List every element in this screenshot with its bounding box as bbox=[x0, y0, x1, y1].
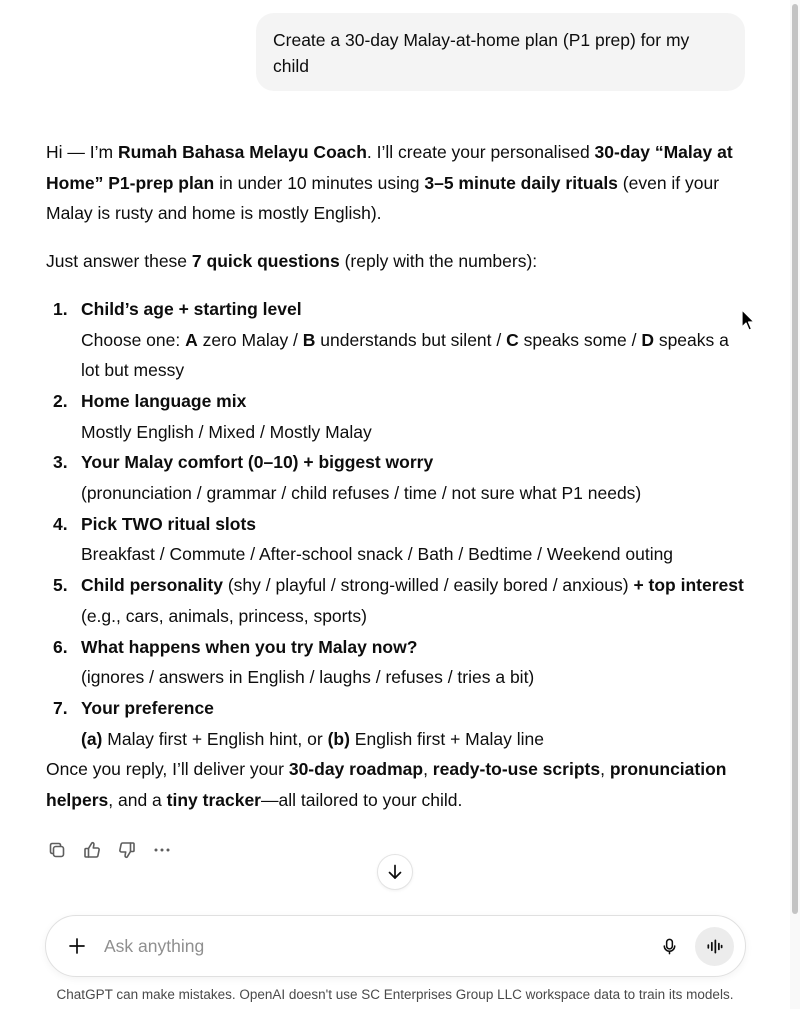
question-item bbox=[46, 693, 746, 754]
copy-button[interactable] bbox=[46, 839, 68, 861]
add-attachment-button[interactable] bbox=[64, 933, 90, 959]
bold-text: pronunciation helpers bbox=[46, 759, 727, 811]
user-message-bubble bbox=[256, 13, 745, 91]
question-title: Your Malay comfort (0–10) + biggest worry bbox=[81, 452, 434, 473]
text: in under 10 minutes using bbox=[214, 172, 425, 193]
bold-text: (a) bbox=[81, 728, 103, 749]
text: speaks a lot but messy bbox=[81, 329, 729, 381]
bold-text: Rumah Bahasa Melayu Coach bbox=[117, 142, 367, 162]
text: (e.g., cars, animals, princess, sports) bbox=[81, 605, 367, 626]
plus-icon bbox=[67, 936, 87, 956]
text: (even if your Malay is rusty and home is mostly English). bbox=[46, 172, 720, 224]
thumbs-down-icon bbox=[117, 840, 137, 860]
question-title: Your preference bbox=[81, 697, 214, 718]
scroll-to-bottom-button[interactable] bbox=[377, 854, 413, 890]
assistant-message bbox=[46, 137, 746, 816]
question-title: Child personality bbox=[81, 575, 223, 596]
question-item bbox=[46, 509, 746, 570]
question-number: 4. bbox=[53, 513, 68, 534]
text: Once you reply, I’ll deliver your bbox=[46, 759, 289, 780]
bold-text: ready-to-use scripts bbox=[432, 759, 601, 780]
bold-text: + top interest bbox=[633, 575, 744, 596]
text: Just answer these bbox=[46, 251, 192, 272]
microphone-icon bbox=[660, 937, 679, 956]
dictate-button[interactable] bbox=[657, 934, 681, 958]
user-message-text: Create a 30-day Malay-at-home plan (P1 prep) for my child bbox=[273, 30, 690, 76]
thumbs-down-button[interactable] bbox=[116, 839, 138, 861]
text: understands but silent / bbox=[315, 329, 507, 350]
text: Malay first + English hint, or bbox=[102, 728, 328, 749]
bold-text: 30-day roadmap bbox=[288, 759, 424, 780]
text: , bbox=[600, 759, 610, 780]
message-actions bbox=[46, 838, 173, 862]
disclaimer-text: ChatGPT can make mistakes. OpenAI doesn't use SC Enterprises Group LLC workspace data to train its models. bbox=[56, 987, 734, 1002]
question-number: 7. bbox=[53, 697, 68, 718]
reply-instructions-paragraph bbox=[46, 246, 746, 277]
prompt-input[interactable] bbox=[104, 932, 624, 960]
question-title: Pick TWO ritual slots bbox=[81, 513, 257, 534]
question-title: Home language mix bbox=[81, 390, 247, 411]
text: , bbox=[423, 759, 433, 780]
question-item bbox=[46, 447, 746, 508]
bold-text: B bbox=[302, 329, 316, 350]
text: (shy / playful / strong-willed / easily bored / anxious) bbox=[222, 575, 634, 596]
question-number: 6. bbox=[53, 636, 68, 657]
text: . I’ll create your personalised bbox=[366, 142, 595, 162]
text: (reply with the numbers): bbox=[339, 251, 538, 272]
text: zero Malay / bbox=[197, 329, 303, 350]
questions-list bbox=[46, 294, 746, 755]
question-item bbox=[46, 294, 746, 386]
bold-text: 30-day “Malay at Home” P1-prep plan bbox=[46, 142, 733, 193]
bold-text: C bbox=[506, 329, 519, 350]
voice-mode-button[interactable] bbox=[695, 927, 734, 966]
question-title: Child’s age + starting level bbox=[81, 298, 302, 319]
bold-text: D bbox=[641, 329, 654, 350]
reply-intro-paragraph bbox=[46, 137, 746, 229]
mouse-cursor-icon bbox=[741, 309, 755, 331]
question-number: 1. bbox=[53, 298, 68, 319]
more-options-button[interactable] bbox=[151, 839, 173, 861]
question-detail: Mostly English / Mixed / Mostly Malay bbox=[81, 421, 372, 442]
text: English first + Malay line bbox=[349, 728, 544, 749]
question-number: 5. bbox=[53, 575, 68, 596]
bold-text: 3–5 minute daily rituals bbox=[424, 172, 618, 193]
copy-icon bbox=[47, 840, 67, 860]
thumbs-up-icon bbox=[82, 840, 102, 860]
question-title: What happens when you try Malay now? bbox=[81, 636, 418, 657]
text: Choose one: bbox=[81, 329, 186, 350]
question-item bbox=[46, 570, 746, 631]
question-number: 2. bbox=[53, 390, 68, 411]
reply-closing-paragraph bbox=[46, 754, 746, 815]
text: —all tailored to your child. bbox=[261, 790, 463, 811]
question-item bbox=[46, 386, 746, 447]
prompt-composer bbox=[45, 915, 746, 977]
bold-text: tiny tracker bbox=[166, 790, 261, 811]
more-icon bbox=[152, 840, 172, 860]
thumbs-up-button[interactable] bbox=[81, 839, 103, 861]
question-detail: Breakfast / Commute / After-school snack / Bath / Bedtime / Weekend outing bbox=[81, 544, 674, 565]
question-detail: (ignores / answers in English / laughs / refuses / tries a bit) bbox=[81, 667, 535, 688]
arrow-down-icon bbox=[386, 863, 404, 881]
text: Hi — I’m bbox=[46, 142, 118, 162]
question-number: 3. bbox=[53, 452, 68, 473]
bold-text: (b) bbox=[327, 728, 350, 749]
bold-text: A bbox=[185, 329, 198, 350]
question-detail: (pronunciation / grammar / child refuses / time / not sure what P1 needs) bbox=[81, 483, 642, 504]
voice-mode-icon bbox=[705, 937, 724, 956]
bold-text: 7 quick questions bbox=[191, 251, 340, 272]
scrollbar-thumb[interactable] bbox=[792, 4, 798, 914]
text: , and a bbox=[108, 790, 167, 811]
question-item bbox=[46, 632, 746, 693]
text: speaks some / bbox=[518, 329, 642, 350]
scrollbar[interactable] bbox=[790, 0, 800, 1009]
